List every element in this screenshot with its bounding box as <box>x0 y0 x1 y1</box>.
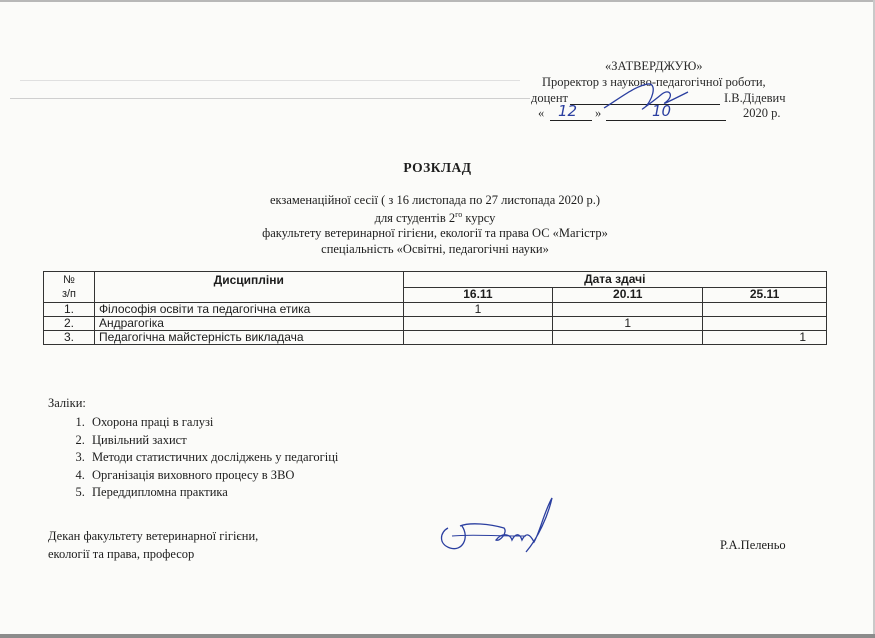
row-mark: 1 <box>703 331 827 345</box>
list-item: 5. Переддипломна практика <box>88 484 338 502</box>
approval-position: Проректор з науково-педагогічної роботи, <box>542 75 766 89</box>
credits-section <box>48 396 338 502</box>
list-item: 4. Організація виховного процесу в ЗВО <box>88 467 338 485</box>
dean-signature <box>430 492 560 562</box>
subtitle-line-2 <box>200 210 670 226</box>
credits-label: Заліки: <box>48 396 86 410</box>
table-row <box>44 331 827 345</box>
dean-line-1: Декан факультету ветеринарної гігієни, <box>48 529 259 543</box>
row-mark <box>403 331 553 345</box>
approval-rank: доцент <box>531 91 568 105</box>
schedule-table <box>43 271 827 345</box>
row-mark <box>553 331 703 345</box>
document-title: РОЗКЛАД <box>403 160 472 175</box>
row-discipline: Андрагогіка <box>94 317 403 331</box>
row-mark: 1 <box>553 317 703 331</box>
approval-signatory: І.В.Дідевич <box>724 91 786 105</box>
list-item: 3. Методи статистичних досліджень у педагогіці <box>88 449 338 467</box>
scan-streak <box>20 80 520 81</box>
approval-year: 2020 р. <box>743 106 781 120</box>
subtitle-line-3: факультету ветеринарної гігієни, екології та права ОС «Магістр» <box>262 226 608 240</box>
header-discipline: Дисципліни <box>94 272 403 303</box>
dean-line-2: екології та права, професор <box>48 547 195 561</box>
subtitle-line-2-prefix: для студентів 2 <box>374 211 456 226</box>
table-row <box>44 317 827 331</box>
approval-close-quote: » <box>595 106 602 120</box>
table-row <box>44 303 827 317</box>
row-mark <box>703 303 827 317</box>
approval-signature <box>600 78 695 120</box>
scan-edge-top <box>0 0 875 2</box>
row-number: 2. <box>44 317 95 331</box>
approval-month: 10 <box>652 102 672 120</box>
row-mark <box>553 303 703 317</box>
row-discipline: Філософія освіти та педагогічна етика <box>94 303 403 317</box>
header-date: Дата здачі <box>403 272 826 288</box>
approval-heading: «ЗАТВЕРДЖУЮ» <box>605 59 703 73</box>
approval-open-quote: « <box>538 106 545 120</box>
dean-name: Р.А.Пеленьо <box>720 538 786 552</box>
header-date-1: 16.11 <box>403 287 553 303</box>
subtitle-line-1: екзаменаційної сесії ( з 16 листопада по 27 листопада 2020 р.) <box>269 193 601 207</box>
subtitle-line-4: спеціальність «Освітні, педагогічні науки» <box>321 242 549 256</box>
approval-day: 12 <box>558 102 578 120</box>
header-number <box>44 272 95 303</box>
scan-streak <box>10 98 530 99</box>
subtitle-line-2-sup: го <box>455 210 463 219</box>
list-item: 1. Охорона праці в галузі <box>88 414 338 432</box>
approval-day-line <box>550 120 592 121</box>
header-number-line2: з/п <box>61 288 76 300</box>
row-discipline: Педагогічна майстерність викладача <box>94 331 403 345</box>
row-mark <box>403 317 553 331</box>
scan-edge-bottom <box>0 634 875 638</box>
row-mark <box>703 317 827 331</box>
row-number: 1. <box>44 303 95 317</box>
header-number-line1: № <box>63 274 75 286</box>
approval-month-line <box>606 120 726 121</box>
row-number: 3. <box>44 331 95 345</box>
subtitle-line-2-suffix: курсу <box>462 211 496 226</box>
table-header-row <box>44 272 827 288</box>
header-date-3: 25.11 <box>703 287 827 303</box>
dean-title <box>48 527 258 563</box>
credits-list <box>48 414 338 502</box>
row-mark: 1 <box>403 303 553 317</box>
header-date-2: 20.11 <box>553 287 703 303</box>
list-item: 2. Цивільний захист <box>88 432 338 450</box>
